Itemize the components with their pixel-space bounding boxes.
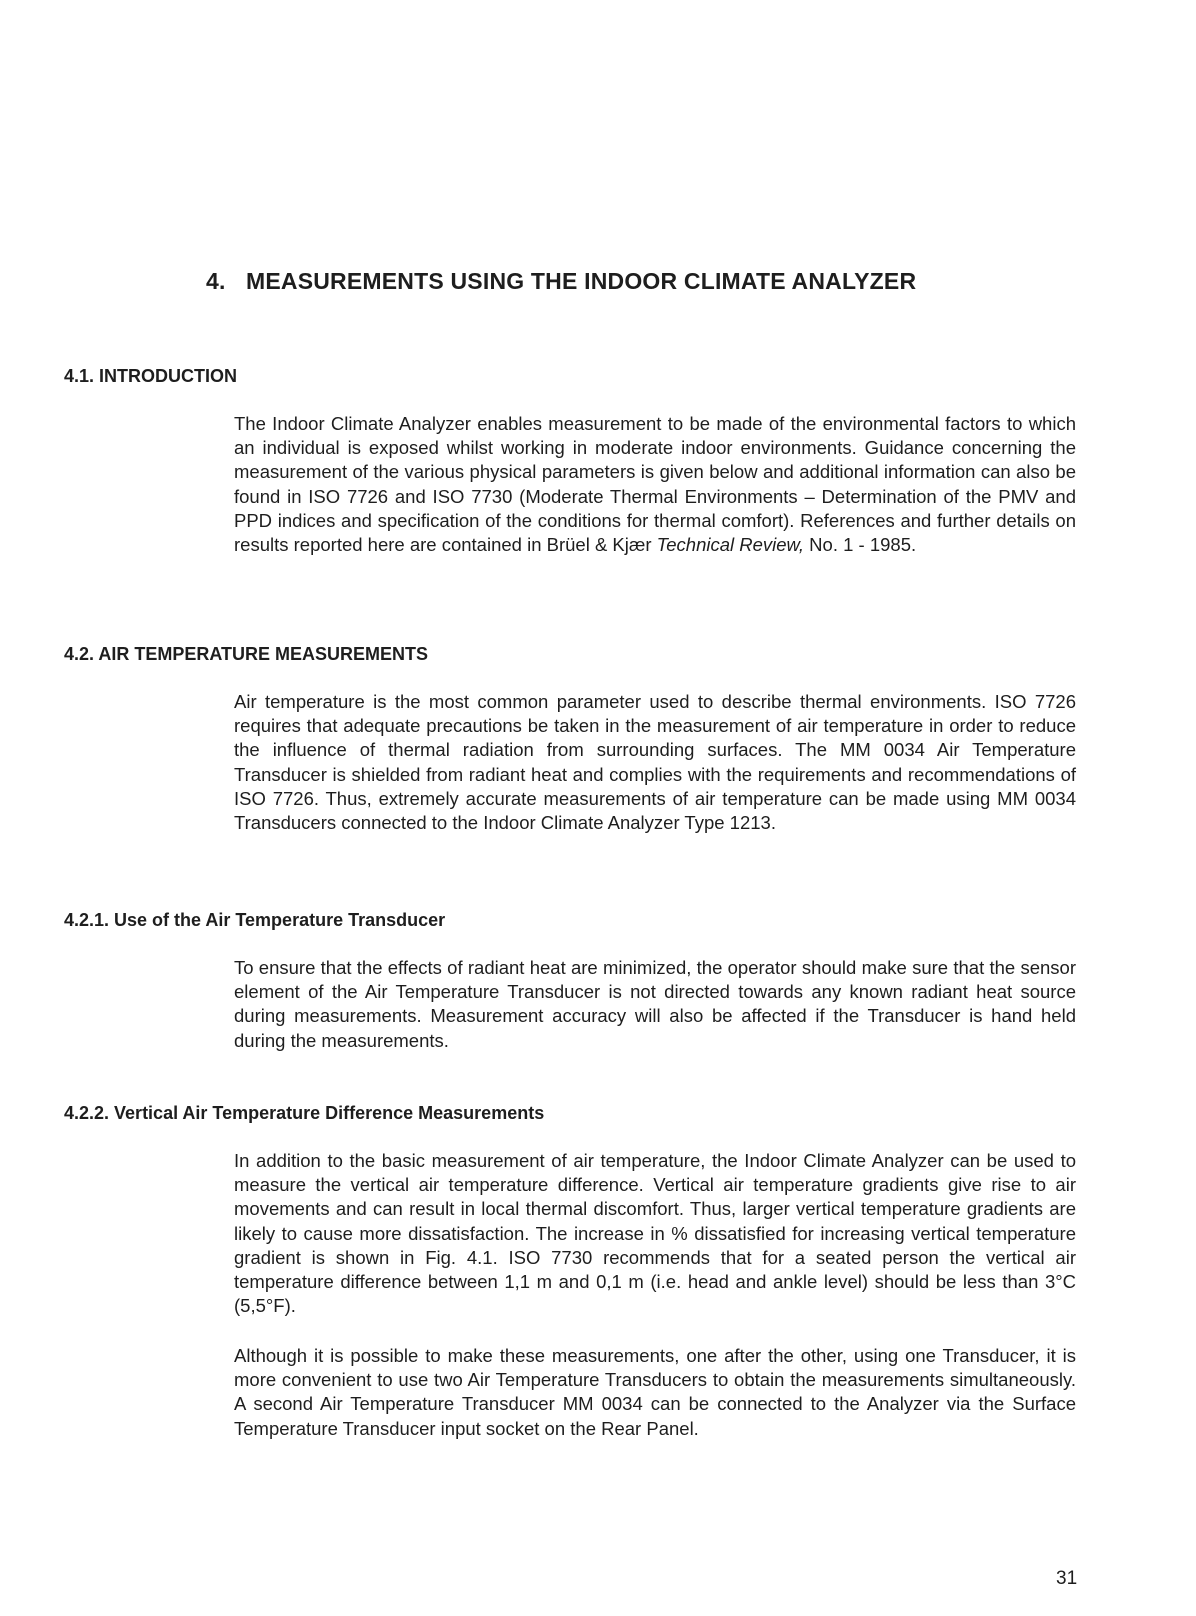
paragraph-introduction [234,412,1076,557]
paragraph-air-temperature: Air temperature is the most common parameter used to describe thermal environments. ISO 7726 requires that adequate precautions be taken in the measurement of air temperature in order to reduce the influence of thermal radiation from surrounding surfaces. The MM 0034 Air Temperature Transducer is shielded from radiant heat and complies with the requirements and recommendations of ISO 7726. Thus, extremely accurate measurements of air temperature can be made using MM 0034 Transducers connected to the Indoor Climate Analyzer Type 1213. [234,691,1076,834]
section-heading-introduction: 4.1. INTRODUCTION [64,366,238,386]
paragraph-vertical-difference-1: In addition to the basic measurement of air temperature, the Indoor Climate Analyzer can be used to measure the vertical air temperature difference. Vertical air temperature gradients give rise to air movements and can result in local thermal discomfort. Thus, larger vertical temperature gradients are likely to cause more dissatisfaction. The increase in % dissatisfied for increasing vertical temperature gradient is shown in Fig. 4.1. ISO 7730 recommends that for a seated person the vertical air temperature difference between 1,1 m and 0,1 m (i.e. head and ankle level) should be less than 3°C (5,5°F). [234,1150,1076,1317]
paragraph-introduction-text: The Indoor Climate Analyzer enables measurement to be made of the environmental factors to which an individual is exposed whilst working in moderate indoor environments. Guidance concerning the measurement of the various physical parameters is given below and additional information can also be found in ISO 7726 and ISO 7730 (Moderate Thermal Environments – Determination of the PMV and PPD indices and specification of the conditions for thermal comfort). References and further details on results reported here are contained in Brüel & Kjær [234,413,1076,556]
paragraph-use-transducer: To ensure that the effects of radiant heat are minimized, the operator should make sure that the sensor element of the Air Temperature Transducer is not directed towards any known radiant heat source during measurements. Measurement accuracy will also be affected if the Transducer is hand held during the measurements. [234,957,1076,1051]
chapter-number: 4. [206,268,226,294]
chapter-title-text: MEASUREMENTS USING THE INDOOR CLIMATE ANALYZER [246,268,917,294]
section-heading-air-temperature: 4.2. AIR TEMPERATURE MEASUREMENTS [64,644,429,664]
chapter-title [206,268,916,295]
technical-review-title: Technical Review, [656,534,805,556]
paragraph-introduction-end: No. 1 - 1985. [804,534,917,556]
paragraph-vertical-difference-2: Although it is possible to make these measurements, one after the other, using one Transducer, it is more convenient to use two Air Temperature Transducers to obtain the measurements simultaneously. A second Air Temperature Transducer MM 0034 can be connected to the Analyzer via the Surface Temperature Transducer input socket on the Rear Panel. [234,1345,1076,1439]
section-heading-vertical-difference: 4.2.2. Vertical Air Temperature Difference Measurements [64,1103,545,1123]
page-number: 31 [1056,1568,1078,1589]
section-heading-use-transducer: 4.2.1. Use of the Air Temperature Transducer [64,910,446,930]
